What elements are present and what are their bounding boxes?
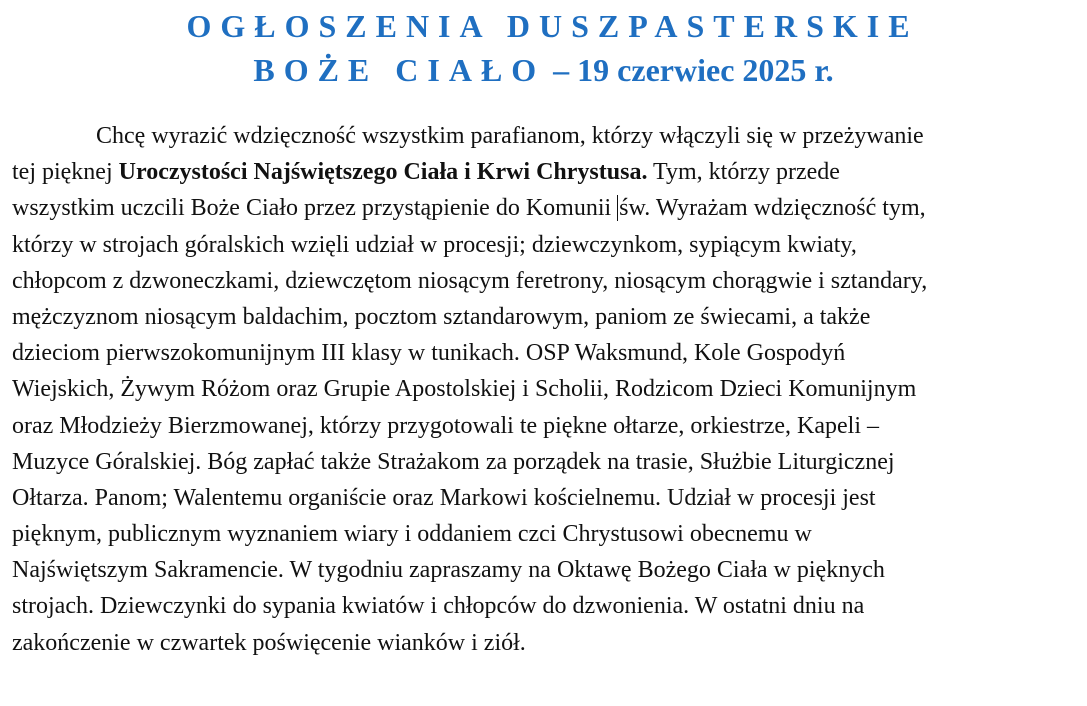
- page-header: [0, 4, 1087, 92]
- text-line: Wiejskich, Żywym Różom oraz Grupie Apostolskiej i Scholii, Rodzicom Dzieci Komunijnym: [12, 376, 917, 403]
- text-line: którzy w strojach góralskich wzięli udział w procesji; dziewczynkom, sypiącym kwiaty,: [12, 231, 857, 258]
- text-line: [12, 154, 1080, 190]
- text-line: pięknym, publicznym wyznaniem wiary i oddaniem czci Chrystusowi obecnemu w: [12, 521, 812, 548]
- text-line: Ołtarza. Panom; Walentemu organiście oraz Markowi kościelnemu. Udział w procesji jest: [12, 484, 876, 511]
- text-line: mężczyznom niosącym baldachim, pocztom sztandarowym, paniom ze świecami, a także: [12, 303, 871, 330]
- subtitle-date: – 19 czerwiec 2025 r.: [553, 52, 834, 88]
- announcement-body: [12, 118, 1080, 661]
- text-line: Muzyce Góralskiej. Bóg zapłać także Strażakom za porządek na trasie, Służbie Liturgicznej: [12, 448, 895, 475]
- text-fragment: wszystkim uczcili Boże Ciało przez przystąpienie do Komunii: [12, 195, 618, 222]
- text-line: Najświętszym Sakramencie. W tygodniu zapraszamy na Oktawę Bożego Ciała w pięknych: [12, 557, 885, 584]
- page-title: OGŁOSZENIA DUSZPASTERSKIE: [186, 8, 919, 44]
- page-subtitle: [0, 48, 1087, 92]
- text-line: dzieciom pierwszokomunijnym III klasy w tunikach. OSP Waksmund, Kole Gospodyń: [12, 340, 846, 367]
- text-fragment: św. Wyrażam wdzięczność tym,: [619, 195, 926, 222]
- text-fragment: Tym, którzy przede: [647, 159, 840, 186]
- text-line: Chcę wyrazić wdzięczność wszystkim parafianom, którzy włączyli się w przeżywanie: [96, 123, 924, 149]
- text-line: [12, 190, 1080, 226]
- text-fragment: tej pięknej: [12, 159, 119, 186]
- text-line: oraz Młodzieży Bierzmowanej, którzy przygotowali te piękne ołtarze, orkiestrze, Kapeli –: [12, 412, 879, 439]
- text-line: chłopcom z dzwoneczkami, dziewczętom niosącym feretrony, niosącym chorągwie i sztandary,: [12, 267, 928, 294]
- bold-feast-name: Uroczystości Najświętszego Ciała i Krwi Chrystusa.: [118, 159, 648, 186]
- text-line: zakończenie w czwartek poświęcenie wianków i ziół.: [12, 629, 526, 656]
- subtitle-feast-name: BOŻE CIAŁO: [253, 52, 546, 88]
- text-line: strojach. Dziewczynki do sypania kwiatów i chłopców do dzwonienia. W ostatni dniu na: [12, 593, 865, 620]
